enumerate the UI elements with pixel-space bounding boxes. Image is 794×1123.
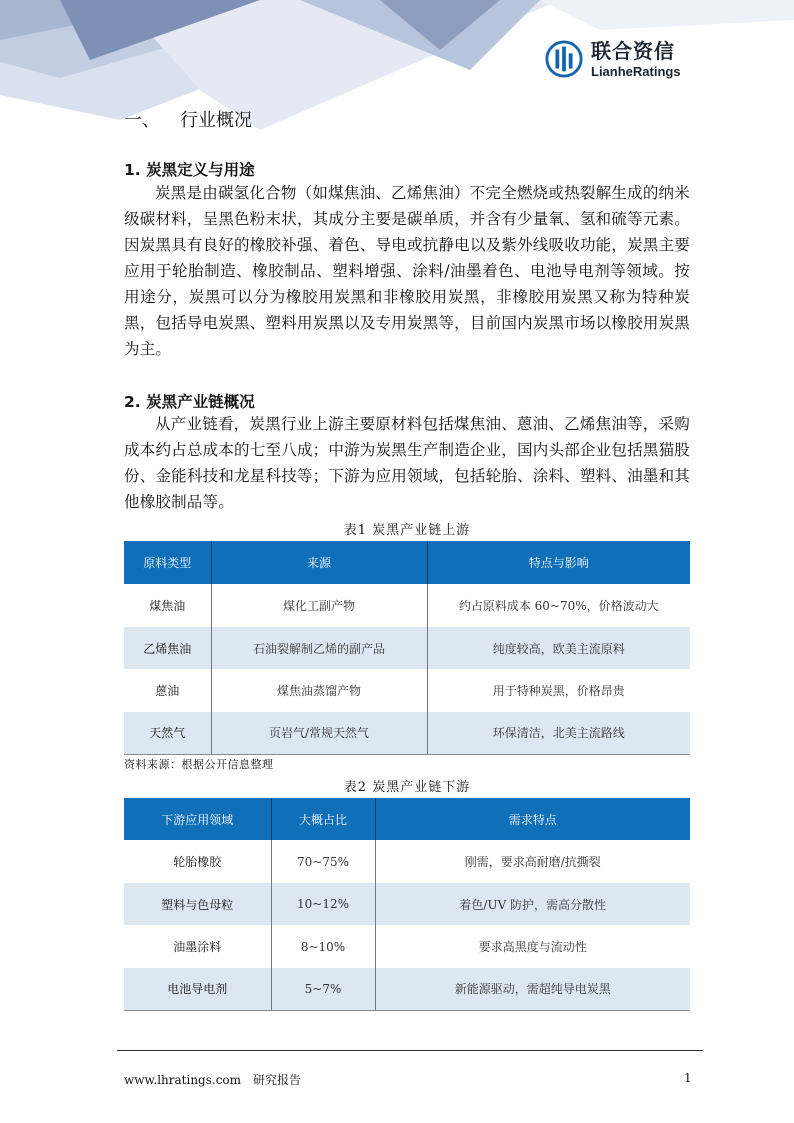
table-downstream [124,798,690,1011]
table-cell: 新能源驱动，需超纯导电炭黑 [375,968,690,1010]
table-row [124,840,690,883]
table-cell: 页岩气/常规天然气 [211,712,427,754]
table-cell: 要求高黑度与流动性 [478,940,587,954]
table-cell: 10~12% [271,883,375,925]
logo-name-en: LianheRatings [591,63,681,79]
table-header-cell: 大概占比 [271,798,375,840]
section-title: 行业概况 [180,110,252,131]
table1-source: 资料来源：根据公开信息整理 [124,758,274,771]
table-cell: 着色/UV 防护，需高分散性 [375,883,690,925]
table-cell: 70~75% [271,840,375,883]
section-number: 一、 [124,110,160,131]
subsection-title-1: 1. 炭黑定义与用途 [124,161,255,179]
logo-name-cn: 联合资信 [591,38,675,63]
table-cell: 石油裂解制乙烯的副产品 [211,627,427,669]
table-row [124,712,690,754]
table-upstream [124,541,690,755]
table-header-cell: 特点与影响 [427,541,690,584]
table-cell: 轮胎橡胶 [124,840,271,883]
subsection-title-2: 2. 炭黑产业链概况 [124,393,255,411]
company-logo [545,40,681,78]
table-cell: 煤焦油 [124,584,211,627]
table-cell: 5~7% [271,968,375,1010]
paragraph-definition: 炭黑是由碳氢化合物（如煤焦油、乙烯焦油）不完全燃烧或热裂解生成的纳米级碳材料，呈黑色粉末状，其成分主要是碳单质，并含有少量氧、氢和硫等元素。因炭黑具有良好的橡胶补强、着色、导电或抗静电以及紫外线吸收功能，炭黑主要应用于轮胎制造、橡胶制品、塑料增强、涂料/油墨着色、电池导电剂等领域。按用途分，炭黑可以分为橡胶用炭黑和非橡胶用炭黑，非橡胶用炭黑又称为特种炭黑，包括导电炭黑、塑料用炭黑以及专用炭黑等，目前国内炭黑市场以橡胶用炭黑为主。 [124,184,690,358]
table-cell: 刚需，要求高耐磨/抗撕裂 [464,855,601,869]
table-cell: 用于特种炭黑，价格昂贵 [492,684,625,698]
table1-caption: 表1 炭黑产业链上游 [343,523,471,538]
table-row [124,627,690,669]
table-cell: 纯度较高，欧美主流原料 [427,627,690,669]
table-cell: 煤化工副产物 [211,584,427,627]
table-row [124,883,690,925]
table-row [124,968,690,1010]
table-cell: 环保清洁，北美主流路线 [427,712,690,754]
table-row [124,669,690,712]
table-header-row [124,541,690,584]
table-header-row [124,798,690,840]
footer-divider [117,1050,703,1051]
table-cell: 天然气 [124,712,211,754]
lianhe-logo-icon [545,40,583,78]
section-heading [124,106,252,132]
table-header-cell: 需求特点 [375,798,690,840]
paragraph-industry-chain: 从产业链看，炭黑行业上游主要原材料包括煤焦油、蒽油、乙烯焦油等，采购成本约占总成本的七至八成；中游为炭黑生产制造企业，国内头部企业包括黑猫股份、金能科技和龙星科技等；下游为应用领域，包括轮胎、涂料、塑料、油墨和其他橡胶制品等。 [124,415,690,511]
table-header-cell: 原料类型 [124,541,211,584]
footer-website: www.lhratings.com [124,1073,242,1087]
table-cell: 乙烯焦油 [124,627,211,669]
footer-info [124,1071,301,1088]
table-header-cell: 来源 [211,541,427,584]
table-cell: 电池导电剂 [124,968,271,1010]
table-cell: 塑料与色母粒 [124,883,271,925]
page-number: 1 [684,1071,692,1085]
table-row [124,584,690,627]
table-cell: 约占原料成本 60~70%，价格波动大 [458,599,659,613]
table-cell: 8~10% [271,925,375,968]
table-cell: 油墨涂料 [124,925,271,968]
footer-report-type: 研究报告 [253,1073,302,1087]
table-cell: 蒽油 [124,669,211,712]
table-row [124,925,690,968]
table2-caption: 表2 炭黑产业链下游 [343,780,471,795]
table-cell: 煤焦油蒸馏产物 [211,669,427,712]
table-header-cell: 下游应用领域 [124,798,271,840]
